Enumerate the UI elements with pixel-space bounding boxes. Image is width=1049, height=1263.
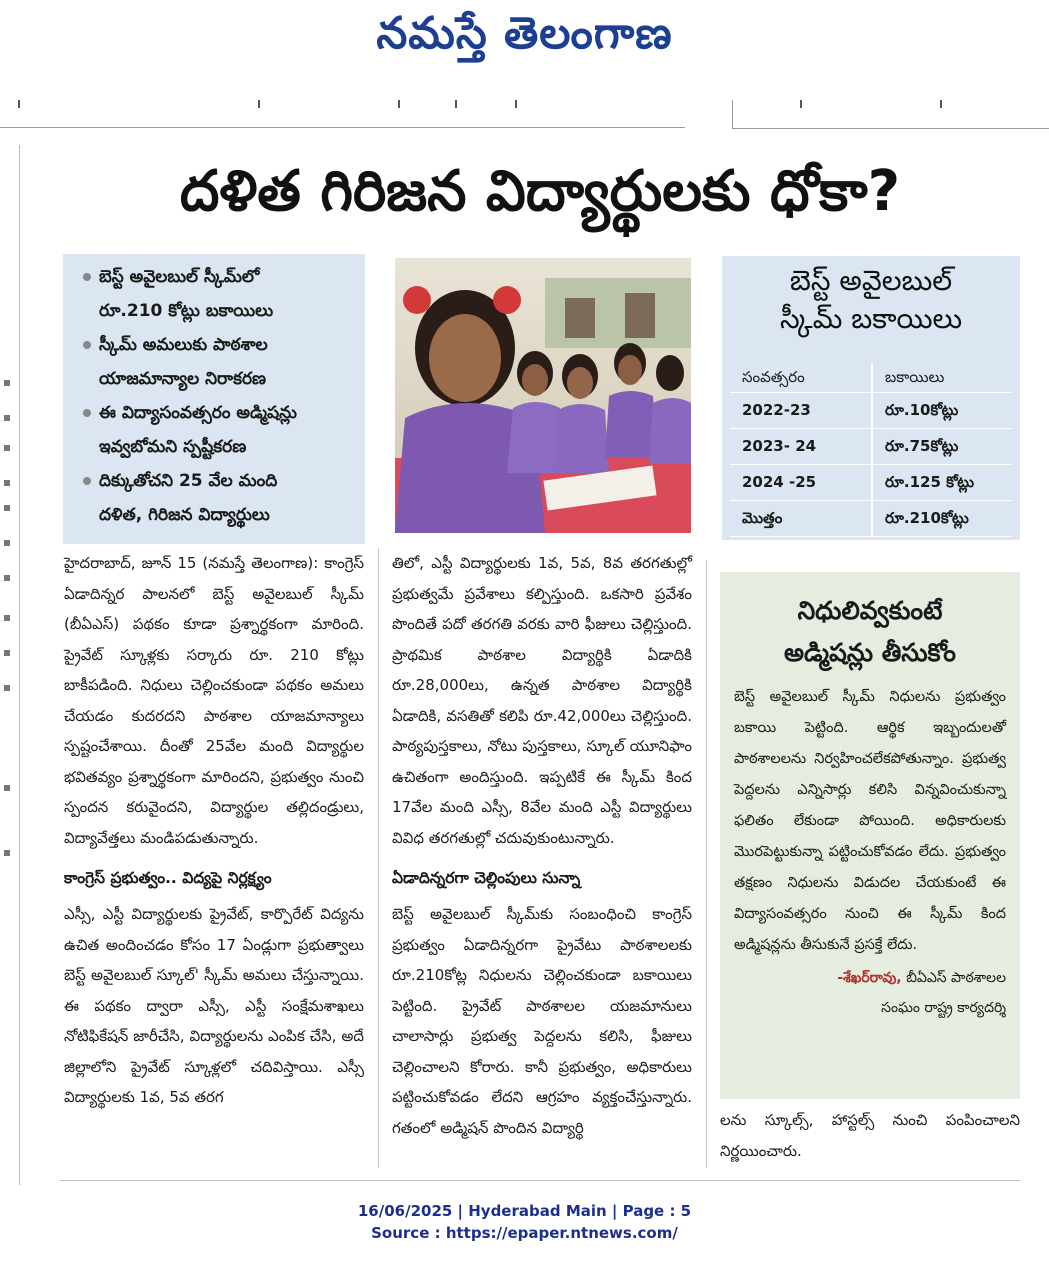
footer-source: Source : https://epaper.ntnews.com/: [371, 1224, 678, 1242]
row-year: 2024 -25: [742, 473, 817, 491]
table-title-line2: స్కీమ్ బకాయిలు: [779, 302, 963, 335]
masthead: [0, 0, 1049, 80]
signature-role: బీఏఎస్ పాఠశాలల: [906, 970, 1006, 986]
row-amount: రూ.75కోట్లు: [871, 429, 1012, 464]
article-column-3: [720, 1105, 1020, 1166]
article-column-2: [392, 548, 692, 1143]
row-amount: రూ.125 కోట్లు: [871, 465, 1012, 500]
quote-body: బెస్ట్ అవైలబుల్ స్కీమ్ నిధులను ప్రభుత్వం బకాయి పెట్టింది. ఆర్థిక ఇబ్బందులతో పాఠశాలలను నిర్వహించలేకపోతున్నాం. ప్రభుత్వ పెద్దలను ఎన్నిసార్లు కలిసి విన్నవించుకున్నా ఫలితం లేకుండా పోయింది. అధికారులకు మొరపెట్టుకున్నా పట్టించుకోవడం లేదు. ప్రభుత్వం తక్షణం నిధులను విడుదల చేయకుంటే ఈ విద్యాసంవత్సరం నుంచి ఈ స్కీమ్ కింద అడ్మిషన్లను తీసుకునే ప్రసక్తే లేదు.: [734, 689, 1006, 953]
dues-table-box: [722, 256, 1020, 540]
row-amount: రూ.10కోట్లు: [871, 393, 1012, 428]
article-paragraph: హైదరాబాద్, జూన్ 15 (నమస్తే తెలంగాణ): కాంగ్రెస్ ఏడాదిన్నర పాలనలో బెస్ట్ అవైలబుల్ స్కీమ్ (బీఏఎస్) పథకం కూడా ప్రశ్నార్థకంగా మారింది. ప్రైవేట్ స్కూళ్లకు సర్కారు రూ. 210 కోట్లు బాకీపడింది. నిధులు చెల్లించకుండా పథకం అమలు చేయడం కుదరదని పాఠశాల యాజమాన్యాలు స్పష్టంచేశాయి. దీంతో 25వేల మంది విద్యార్థుల భవితవ్యం ప్రశ్నార్థకంగా మారిందని, ప్రభుత్వం నుంచి స్పందన కరువైందని, విద్యార్థుల తల్లిదండ్రులు, విద్యావేత్తలు మండిపడుతున్నారు.: [64, 554, 364, 847]
article-headline: దళిత గిరిజన విద్యార్థులకు ధోకా?: [179, 159, 901, 224]
highlight-item: దిక్కుతోచని 25 వేల మంది: [81, 464, 355, 498]
adjacent-page-edge: [0, 145, 20, 1185]
header-year: సంవత్సరం: [742, 368, 805, 386]
row-year: 2023- 24: [742, 437, 817, 455]
header-tick: [398, 100, 400, 108]
header-divider: [0, 127, 685, 128]
header-divider-box: [732, 100, 1049, 129]
page-footer: [0, 1200, 1049, 1244]
students-photo: [395, 258, 691, 533]
table-total-row: [730, 501, 1012, 537]
header-tick: [455, 100, 457, 108]
header-dues: బకాయిలు: [871, 363, 1012, 392]
highlight-item: బెస్ట్ అవైలబుల్ స్కీమ్‌లో: [81, 260, 355, 294]
highlight-item: స్కీమ్ అమలుకు పాఠశాల: [81, 328, 355, 362]
page-bottom-rule: [60, 1180, 1020, 1181]
header-tick: [515, 100, 517, 108]
header-tick: [258, 100, 260, 108]
highlight-item: ఈ విద్యాసంవత్సరం అడ్మిషన్లు: [81, 396, 355, 430]
quote-signature: [734, 963, 1006, 1023]
newspaper-logo: నమస్తే తెలంగాణ: [376, 8, 673, 59]
highlight-item: యాజమాన్యాల నిరాకరణ: [99, 369, 267, 389]
header-tick: [18, 100, 20, 108]
article-subheading: ఏడాదిన్నరగా చెల్లింపులు సున్నా: [392, 869, 581, 887]
row-year: మొత్తం: [742, 509, 783, 527]
dues-table: [730, 363, 1012, 537]
column-divider: [378, 548, 379, 1168]
article-paragraph: బెస్ట్ అవైలబుల్ స్కీమ్‌కు సంబంధించి కాంగ్రెస్ ప్రభుత్వం ఏడాదిన్నరగా ప్రైవేటు పాఠశాలలకు రూ.210కోట్ల నిధులను చెల్లించకుండా బకాయిలు పెట్టింది. ప్రైవేట్ పాఠశాలల యజమానులు చాలాసార్లు ప్రభుత్వ పెద్దలను కలిసి, ఫీజులు చెల్లించాలని కోరారు. కానీ ప్రభుత్వం, అధికారులు పట్టించుకోవడం లేదని ఆగ్రహం వ్యక్తంచేస్తున్నారు. గతంలో అడ్మిషన్ పొందిన విద్యార్థి: [392, 905, 692, 1137]
quote-box: [720, 572, 1020, 1099]
highlight-item: రూ.210 కోట్లు బకాయిలు: [99, 301, 274, 321]
article-paragraph: తిలో, ఎస్టీ విద్యార్థులకు 1వ, 5వ, 8వ తరగతుల్లో ప్రభుత్వమే ప్రవేశాలు కల్పిస్తుంది. ఒకసారి ప్రవేశం పొందితే పదో తరగతి వరకు వారి ఫీజులు చెల్లిస్తుంది. ప్రాథమిక పాఠశాల విద్యార్థికి ఏడాదికి రూ.28,000లు, ఉన్నత పాఠశాల విద్యార్థికి ఏడాదికి, వసతితో కలిపి రూ.42,000లు చెల్లిస్తుంది. పాఠ్యపుస్తకాలు, నోటు పుస్తకాలు, స్కూల్ యూనిఫాం ఉచితంగా అందిస్తుంది. ఇప్పటికే ఈ స్కీమ్ కింద 17వేల మంది ఎస్సీ, 8వేల మంది ఎస్టీ విద్యార్థులు వివిధ తరగతుల్లో చదువుకుంటున్నారు.: [392, 554, 692, 847]
quote-title-line2: అడ్మిషన్లు తీసుకోం: [784, 638, 956, 667]
article-subheading: కాంగ్రెస్ ప్రభుత్వం.. విద్యపై నిర్లక్ష్యం: [64, 869, 272, 887]
table-row: [730, 465, 1012, 501]
quote-title-line1: నిధులివ్వకుంటే: [797, 596, 943, 625]
article-column-1: [64, 548, 364, 1113]
article-paragraph: ఎస్సీ, ఎస్టీ విద్యార్థులకు ప్రైవేట్, కార్పొరేట్ విద్యను ఉచిత అందించడం కోసం 17 ఏండ్లుగా ప్రభుత్వాలు బెస్ట్ అవైలబుల్ స్కూల్' స్కీమ్ అమలు చేస్తున్నాయి. ఈ పథకం ద్వారా ఎస్సీ, ఎస్టీ సంక్షేమశాఖలు నోటిఫికేషన్ జారీచేసి, విద్యార్థులను ఎంపిక చేసి, అదే జిల్లాలోని ప్రైవేట్ స్కూళ్లలో చదివిస్తాయి. ఎస్సీ విద్యార్థులకు 1వ, 5వ తరగ: [64, 905, 364, 1106]
row-year: 2022-23: [742, 401, 811, 419]
column-divider: [706, 560, 707, 1168]
footer-date-edition: 16/06/2025 | Hyderabad Main | Page : 5: [357, 1202, 692, 1220]
signature-name: -శేఖర్‌రావు,: [837, 970, 902, 986]
table-header-row: [730, 363, 1012, 393]
table-row: [730, 393, 1012, 429]
highlights-box: [63, 254, 365, 544]
table-row: [730, 429, 1012, 465]
signature-role-line2: సంఘం రాష్ట్ర కార్యదర్శి: [881, 1000, 1006, 1016]
table-title-line1: బెస్ట్ అవైలబుల్: [789, 264, 953, 297]
highlight-item: దళిత, గిరిజన విద్యార్థులు: [99, 505, 270, 525]
row-amount: రూ.210కోట్లు: [871, 501, 1012, 536]
article-paragraph: లను స్కూల్స్, హాస్టల్స్ నుంచి పంపించాలని నిర్ణయించారు.: [720, 1111, 1020, 1160]
highlight-item: ఇవ్వబోమని స్పష్టీకరణ: [99, 437, 247, 457]
